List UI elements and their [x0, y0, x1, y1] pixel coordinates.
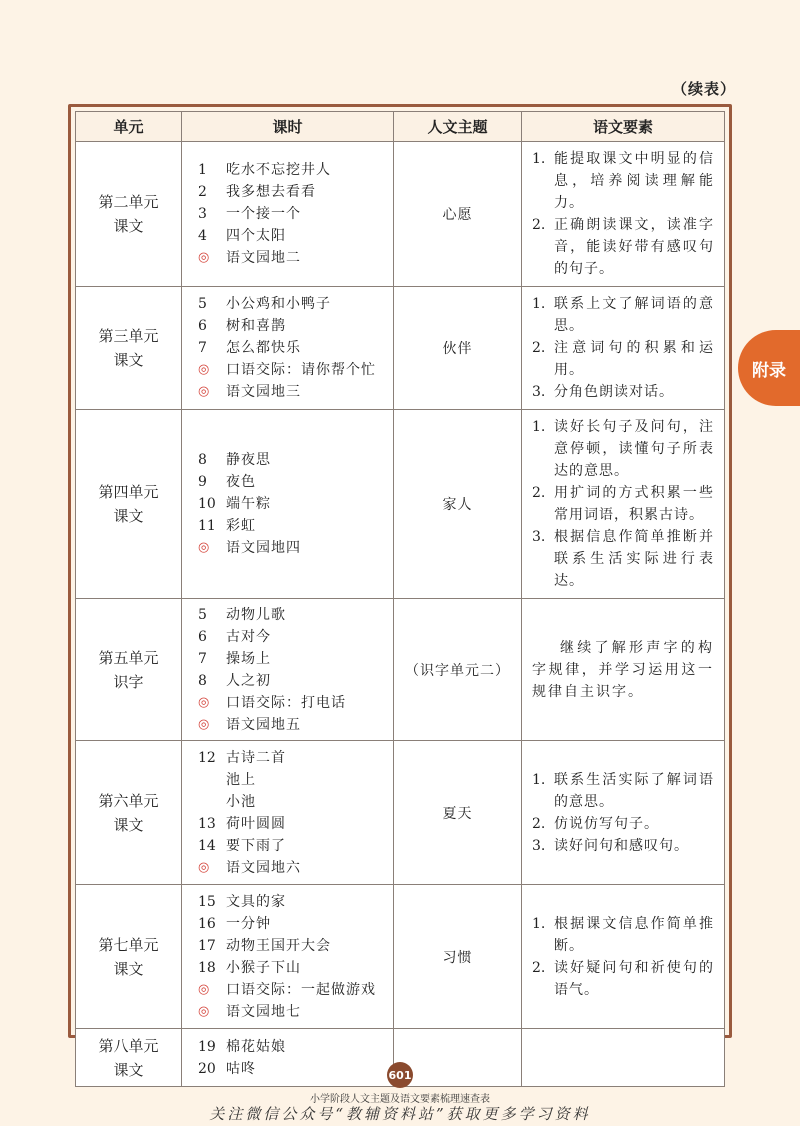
- lesson-title: 要下雨了: [226, 837, 286, 854]
- unit-type: 课文: [113, 1060, 144, 1079]
- unit-cell: [76, 142, 182, 287]
- bullseye-icon: ◎: [198, 981, 210, 997]
- lesson-item: [198, 648, 393, 670]
- lesson-title: 古诗二首: [226, 749, 286, 766]
- lesson-title: 夜色: [226, 474, 256, 490]
- theme-cell: 习惯: [394, 885, 522, 1029]
- lesson-number: 4: [198, 228, 207, 244]
- bullseye-icon: ◎: [198, 694, 210, 710]
- table-row: [76, 885, 725, 1029]
- footer-title: 小学阶段人文主题及语文要素梳理速查表: [310, 1094, 490, 1105]
- lesson-number: 2: [198, 184, 207, 200]
- lesson-item: [198, 1058, 393, 1080]
- requirement-text: 仿说仿写句子。: [554, 815, 659, 832]
- lesson-title: 怎么都快乐: [226, 340, 301, 356]
- requirements-cell: [522, 142, 725, 287]
- requirement-item: [532, 381, 714, 403]
- unit-type: 识字: [113, 672, 144, 691]
- lesson-title: 端午粽: [226, 496, 271, 512]
- requirement-text: 正确朗读课文，读准字音，能读好带有感叹句的句子。: [554, 217, 714, 277]
- bullseye-icon: ◎: [198, 540, 210, 555]
- lesson-title: 古对今: [226, 628, 271, 645]
- lesson-title: 小公鸡和小鸭子: [226, 296, 331, 312]
- syllabus-table: [75, 111, 725, 1087]
- lesson-title: 口语交际：打电话: [226, 694, 346, 711]
- unit-cell: [76, 1029, 182, 1087]
- lesson-number: 7: [198, 340, 207, 356]
- lesson-item: [198, 203, 393, 225]
- lesson-title: 一个接一个: [226, 206, 301, 222]
- requirement-text: 读好问句和感叹句。: [554, 837, 689, 854]
- lesson-number: 3: [198, 206, 207, 222]
- lesson-item: [198, 692, 393, 714]
- requirement-text: 注意词句的积累和运用。: [554, 340, 714, 378]
- bullseye-icon: ◎: [198, 250, 210, 265]
- requirements-cell: [522, 741, 725, 885]
- lesson-number: 6: [198, 628, 207, 645]
- lesson-number: 8: [198, 672, 207, 689]
- requirement-item: [532, 913, 714, 957]
- lesson-item: [198, 381, 393, 403]
- lesson-item: [198, 979, 393, 1001]
- lesson-item: [198, 714, 393, 736]
- requirement-text: 联系上文了解词语的意思。: [554, 296, 714, 334]
- lesson-title: 语文园地四: [226, 540, 301, 556]
- lesson-number: 5: [198, 296, 207, 312]
- lesson-number: 7: [198, 650, 207, 667]
- lesson-title: 树和喜鹊: [226, 318, 286, 334]
- lesson-title: 一分钟: [226, 915, 271, 932]
- lesson-number: 19: [198, 1038, 216, 1055]
- lesson-title: 小猴子下山: [226, 959, 301, 976]
- requirement-text: 根据信息作简单推断并联系生活实际进行表达。: [554, 529, 714, 589]
- requirements-cell: [522, 287, 725, 410]
- lessons-cell: [182, 410, 394, 599]
- header-requirements: 语文要素: [522, 112, 725, 142]
- unit-name: 第八单元: [98, 1036, 159, 1055]
- theme-cell: 心愿: [394, 142, 522, 287]
- lesson-title: 荷叶圆圆: [226, 815, 286, 832]
- lesson-number: 17: [198, 937, 216, 954]
- lesson-title: 语文园地六: [226, 859, 301, 876]
- unit-name: 第二单元: [98, 193, 159, 211]
- lesson-title: 语文园地七: [226, 1003, 301, 1020]
- lesson-item: [198, 293, 393, 315]
- unit-type: 课文: [113, 351, 144, 369]
- lessons-cell: [182, 741, 394, 885]
- unit-type: 课文: [113, 815, 144, 834]
- requirement-number: 3.: [532, 837, 546, 854]
- table-row: [76, 741, 725, 885]
- lesson-item: [198, 747, 393, 769]
- lesson-item: [198, 515, 393, 537]
- requirement-text: 分角色朗读对话。: [554, 384, 674, 400]
- requirement-number: 2.: [532, 815, 546, 832]
- lesson-title: 口语交际：请你帮个忙: [226, 362, 376, 378]
- lesson-title: 小池: [226, 793, 256, 810]
- table-row: [76, 287, 725, 410]
- lesson-item: [198, 225, 393, 247]
- requirement-item: [532, 416, 714, 482]
- unit-cell: [76, 599, 182, 741]
- lesson-title: 池上: [226, 771, 256, 788]
- unit-type: 课文: [113, 507, 144, 525]
- lesson-title: 棉花姑娘: [226, 1038, 286, 1055]
- table-header-row: [76, 112, 725, 142]
- requirement-item: [532, 482, 714, 526]
- lesson-item: [198, 813, 393, 835]
- requirement-text: 根据课文信息作简单推断。: [554, 915, 714, 954]
- appendix-tab[interactable]: 附录: [738, 330, 800, 406]
- unit-type: 课文: [113, 959, 144, 978]
- lesson-item: [198, 835, 393, 857]
- requirement-item: [532, 526, 714, 592]
- lesson-item: [198, 181, 393, 203]
- lesson-number: 15: [198, 893, 216, 910]
- lesson-title: 操场上: [226, 650, 271, 667]
- lesson-item: [198, 471, 393, 493]
- requirement-item: [532, 957, 714, 1001]
- table-row: [76, 142, 725, 287]
- lesson-title: 语文园地五: [226, 716, 301, 733]
- unit-cell: [76, 410, 182, 599]
- theme-cell: 夏天: [394, 741, 522, 885]
- header-theme: 人文主题: [394, 112, 522, 142]
- lesson-number: 5: [198, 606, 207, 623]
- lesson-title: 人之初: [226, 672, 271, 689]
- unit-name: 第五单元: [98, 648, 159, 667]
- unit-name: 第三单元: [98, 327, 159, 345]
- lesson-title: 口语交际：一起做游戏: [226, 981, 376, 998]
- lesson-title: 动物儿歌: [226, 606, 286, 623]
- lesson-title: 我多想去看看: [226, 184, 316, 200]
- lesson-title: 静夜思: [226, 452, 271, 468]
- requirement-item: [532, 148, 714, 214]
- lesson-number: 18: [198, 959, 216, 976]
- requirement-text: 联系生活实际了解词语的意思。: [554, 771, 714, 810]
- requirement-text: 读好长句子及问句，注意停顿，读懂句子所表达的意思。: [554, 419, 714, 479]
- requirement-text: 读好疑问句和祈使句的语气。: [554, 959, 714, 998]
- bullseye-icon: ◎: [198, 716, 210, 732]
- lessons-cell: [182, 885, 394, 1029]
- lesson-item: [198, 247, 393, 269]
- lesson-item: [198, 537, 393, 559]
- lesson-item: [198, 159, 393, 181]
- lesson-item: [198, 626, 393, 648]
- lesson-title: 文具的家: [226, 893, 286, 910]
- unit-name: 第六单元: [98, 791, 159, 810]
- lesson-number: 10: [198, 496, 216, 512]
- lessons-cell: [182, 599, 394, 741]
- unit-cell: [76, 885, 182, 1029]
- bullseye-icon: ◎: [198, 362, 210, 377]
- theme-cell: （识字单元二）: [394, 599, 522, 741]
- lesson-title: 咕咚: [226, 1060, 256, 1077]
- lesson-number: 13: [198, 815, 216, 832]
- requirement-number: 3.: [532, 529, 546, 545]
- lesson-number: 12: [198, 749, 216, 766]
- requirement-item: [532, 835, 714, 857]
- lessons-cell: [182, 142, 394, 287]
- lesson-item: [198, 1036, 393, 1058]
- lesson-title: 彩虹: [226, 518, 256, 534]
- requirement-number: 2.: [532, 959, 546, 976]
- lesson-number: 8: [198, 452, 207, 468]
- lesson-number: 6: [198, 318, 207, 334]
- table-row: [76, 599, 725, 741]
- requirement-item: [532, 293, 714, 337]
- page-number-badge: 601: [387, 1062, 413, 1088]
- lesson-item: [198, 891, 393, 913]
- header-lessons: 课时: [182, 112, 394, 142]
- lesson-item: [198, 913, 393, 935]
- lesson-title: 语文园地三: [226, 384, 301, 400]
- lesson-number: 9: [198, 474, 207, 490]
- lesson-item: [198, 670, 393, 692]
- lesson-item: [198, 493, 393, 515]
- lesson-title: 语文园地二: [226, 250, 301, 266]
- requirements-cell: [522, 599, 725, 741]
- lessons-cell: [182, 1029, 394, 1087]
- requirement-number: 2.: [532, 340, 546, 356]
- requirement-number: 2.: [532, 217, 546, 233]
- requirement-item: [532, 337, 714, 381]
- lesson-item: [198, 857, 393, 879]
- lesson-title: 四个太阳: [226, 228, 286, 244]
- lesson-item: [198, 604, 393, 626]
- lesson-title: 吃水不忘挖井人: [226, 162, 331, 178]
- bullseye-icon: ◎: [198, 1003, 210, 1019]
- table-row: [76, 410, 725, 599]
- requirements-cell: [522, 885, 725, 1029]
- lesson-item: [198, 337, 393, 359]
- lesson-number: 20: [198, 1060, 216, 1077]
- requirement-number: 1.: [532, 419, 546, 435]
- requirement-item: [532, 813, 714, 835]
- lesson-item: [198, 359, 393, 381]
- lesson-item: [198, 1001, 393, 1023]
- lesson-number: 16: [198, 915, 216, 932]
- requirement-item: [532, 214, 714, 280]
- lesson-title: 动物王国开大会: [226, 937, 331, 954]
- lesson-item: [198, 935, 393, 957]
- theme-cell: 家人: [394, 410, 522, 599]
- requirements-cell: [522, 410, 725, 599]
- lesson-number: 11: [198, 518, 216, 534]
- unit-cell: [76, 741, 182, 885]
- watermark-text: 关注微信公众号“教辅资料站”获取更多学习资料: [209, 1105, 591, 1123]
- requirement-number: 1.: [532, 151, 546, 167]
- lesson-item: [198, 449, 393, 471]
- theme-cell: 伙伴: [394, 287, 522, 410]
- requirement-text: 能提取课文中明显的信息，培养阅读理解能力。: [554, 151, 714, 211]
- requirements-cell: [522, 1029, 725, 1087]
- lesson-item: [198, 769, 393, 791]
- bullseye-icon: ◎: [198, 384, 210, 399]
- requirement-item: [532, 769, 714, 813]
- bullseye-icon: ◎: [198, 859, 210, 875]
- unit-name: 第四单元: [98, 483, 159, 501]
- lesson-item: [198, 315, 393, 337]
- unit-cell: [76, 287, 182, 410]
- lesson-number: 14: [198, 837, 216, 854]
- lesson-number: 1: [198, 162, 207, 178]
- lessons-cell: [182, 287, 394, 410]
- requirement-number: 1.: [532, 296, 546, 312]
- requirement-number: 1.: [532, 771, 546, 788]
- requirement-paragraph: 继续了解形声字的构字规律，并学习运用这一规律自主识字。: [532, 639, 714, 700]
- continued-label: （续表）: [672, 80, 737, 98]
- unit-name: 第七单元: [98, 935, 159, 954]
- lesson-item: [198, 791, 393, 813]
- header-unit: 单元: [76, 112, 182, 142]
- requirement-number: 1.: [532, 915, 546, 932]
- unit-type: 课文: [113, 217, 144, 235]
- requirement-number: 2.: [532, 485, 546, 501]
- requirement-number: 3.: [532, 384, 546, 400]
- requirement-text: 用扩词的方式积累一些常用词语，积累古诗。: [554, 485, 714, 523]
- lesson-item: [198, 957, 393, 979]
